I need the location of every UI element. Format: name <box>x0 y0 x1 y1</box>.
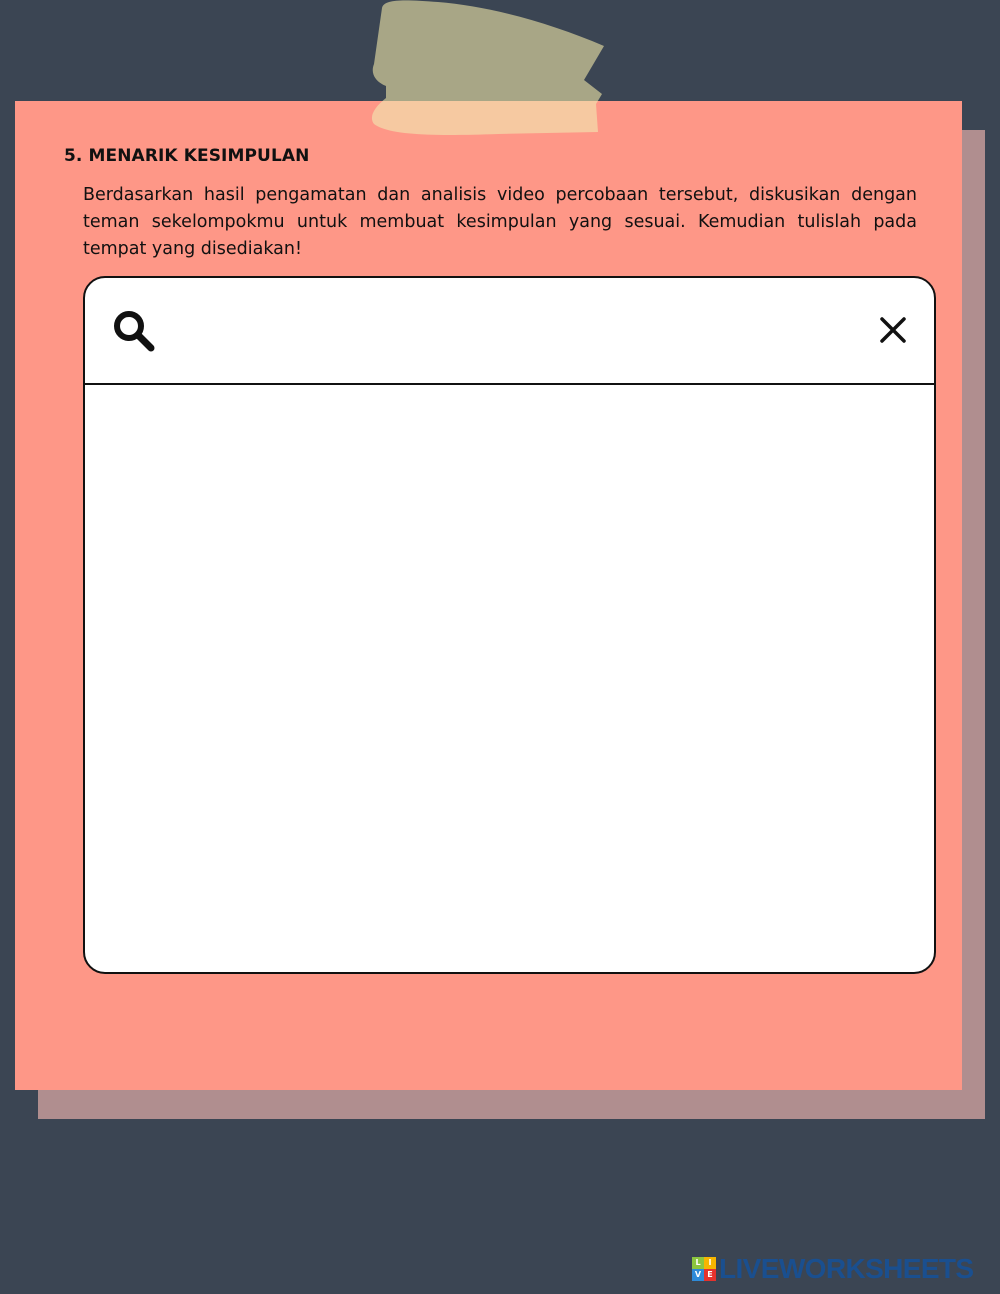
brand-text: LIVEWORKSHEETS <box>719 1253 974 1284</box>
instruction-text: Berdasarkan hasil pengamatan dan analisis video percobaan tersebut, diskusikan dengan teman sekelompokmu untuk membuat kesimpulan yang sesuai. Kemudian tulislah pada tempat yang disediakan! <box>83 185 917 259</box>
close-icon[interactable] <box>878 315 908 345</box>
answer-input[interactable] <box>85 385 934 970</box>
answer-box <box>83 276 936 974</box>
liveworksheets-brand[interactable] <box>692 1254 974 1284</box>
tape-decoration <box>368 0 608 140</box>
answer-box-header <box>85 278 934 385</box>
liveworksheets-logo-icon <box>692 1257 716 1281</box>
logo-letter-i: I <box>704 1257 716 1269</box>
logo-letter-e: E <box>704 1269 716 1281</box>
section-title: 5. MENARIK KESIMPULAN <box>64 146 310 166</box>
logo-letter-l: L <box>692 1257 704 1269</box>
search-icon <box>111 308 157 354</box>
logo-letter-v: V <box>692 1269 704 1281</box>
